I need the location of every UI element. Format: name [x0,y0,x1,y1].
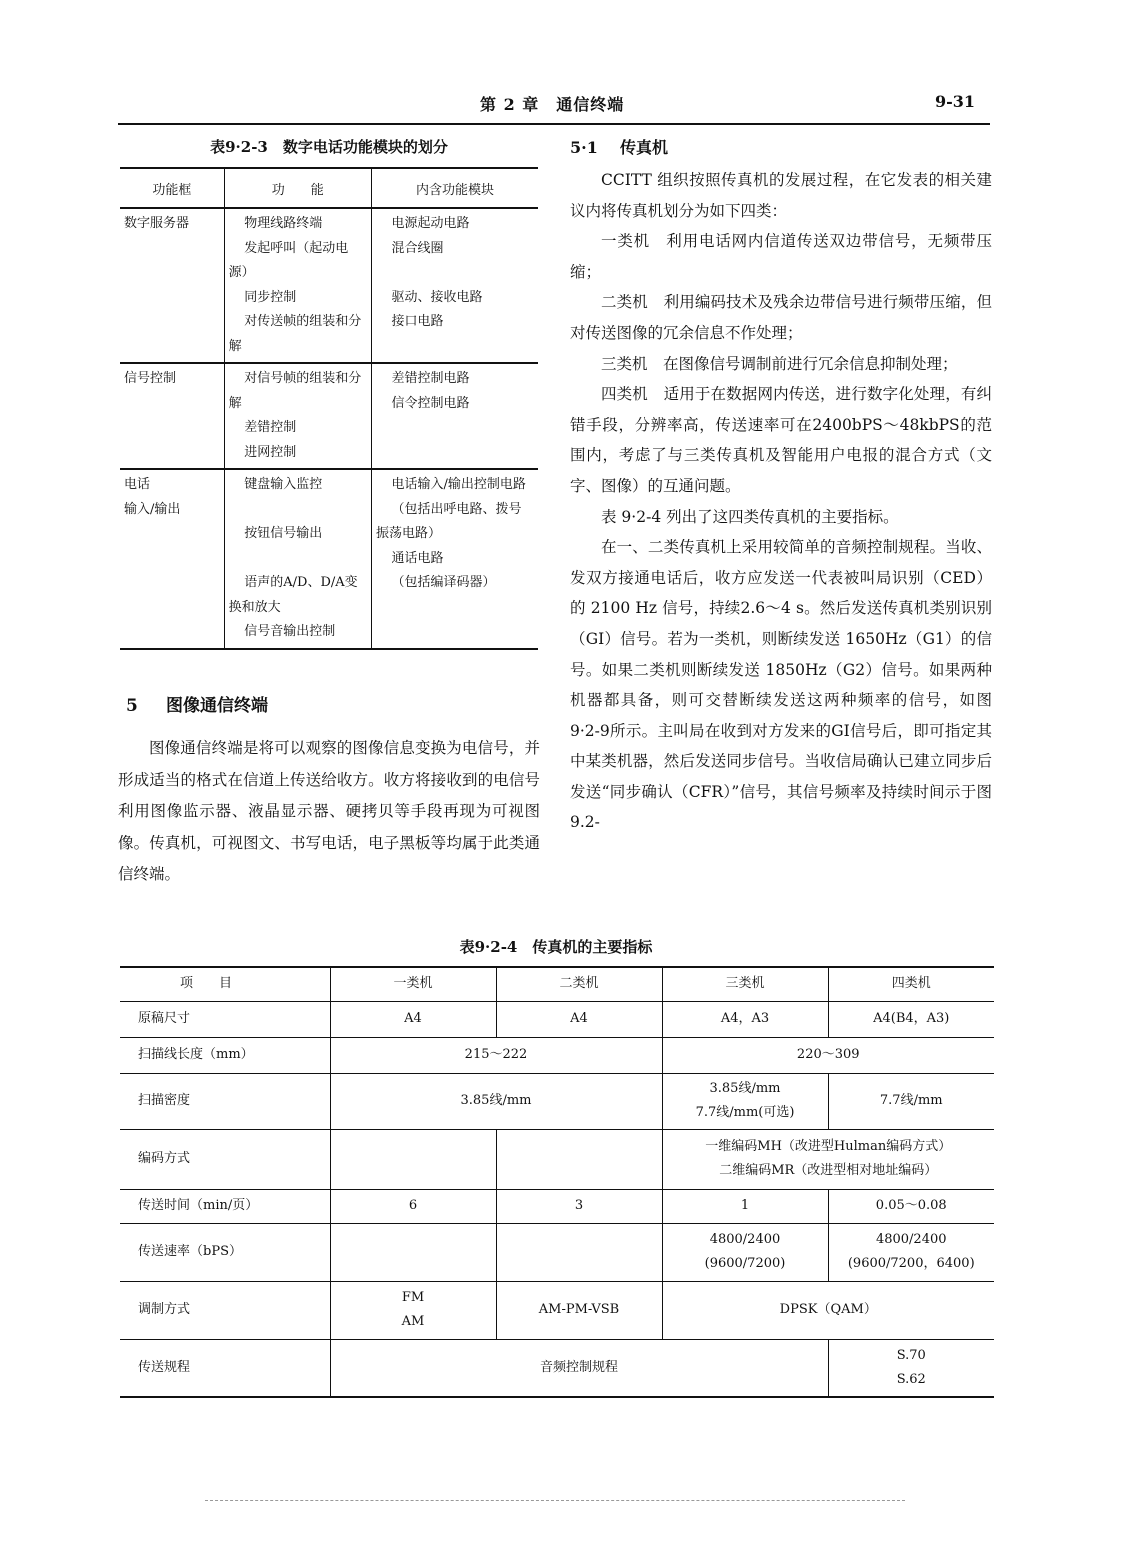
modules-cell [371,469,538,649]
paragraph: 四类机 适用于在数据网内传送，进行数字化处理，有纠错手段，分辨率高，传送速率可在2400bPS～48kbPS的范围内，考虑了与三类传真机及智能用户电报的混合方式（文字、图像）的互通问题。 [570,385,992,495]
section-heading [126,691,268,716]
table-cell: 3 [496,1189,662,1223]
cell-spacer [229,498,367,523]
cell-text: 语声的A/D、D/A变换和放大 [228,575,358,615]
cell-line: 二维编码MR（改进型相对地址编码） [719,1163,938,1178]
cell-text: 输入/输出 [124,501,181,517]
row-label: 扫描密度 [120,1073,330,1129]
digital-phone-function-table [120,167,538,650]
cell-text: 电话输入/输出控制电路 [391,477,526,492]
cell-text: 信号控制 [124,371,177,386]
table-row [120,1129,994,1189]
subsection-number: 5·1 [570,138,598,157]
modules-cell [371,208,538,363]
modules-cell [371,363,538,469]
fax-spec-table [120,966,994,1398]
cell-text: 电话 [124,477,151,492]
footer-divider [205,1500,905,1501]
cell-text: （包括出呼电路、拨号振荡电路） [375,501,522,541]
table-cell: A4 [330,1001,496,1037]
function-cell [224,208,371,363]
table-cell [496,1223,662,1281]
table-header-row [120,168,538,208]
header-rule [118,123,990,125]
paragraph: 在一、二类传真机上采用较简单的音频控制规程。当收、发双方接通电话后，收方应发送一代表被叫局识别（CED）的 2100 Hz 信号，持续2.6～4 s。然后发送传真机类别识别（GI）信号。若为一类机，则断续发送 1650Hz（G1）的信号。如果二类机则断续发送 1850Hz（G2）信号。如果两种机器都具备，则可交替断续发送这两种频率的信号，如图 9·2-9所示。主叫局在收到对方发来的GI信号后，即可指定其中某类机器，然后发送同步信号。当收信局确认已建立同步后发送“同步确认（CFR）”信号，其信号频率及持续时间示于图9.2- [570,538,992,832]
cell-line: 4800/2400 [875,1232,947,1247]
row-label: 原稿尺寸 [120,1001,330,1037]
cell-text: 信号音输出控制 [244,624,336,639]
cell-text: 对信号帧的组装和分解 [228,371,362,411]
table-row [120,1339,994,1397]
cell-text: 物理线路终端 [244,216,323,231]
subsection-heading [570,135,668,158]
function-box-cell [120,363,224,469]
row-label: 传送规程 [120,1339,330,1397]
table-cell [828,1223,994,1281]
cell-text: 对传送帧的组装和分解 [228,314,362,354]
table-cell [330,1129,496,1189]
row-label: 编码方式 [120,1129,330,1189]
function-cell [224,469,371,649]
table-row [120,469,538,649]
table-row [120,1223,994,1281]
cell-line: 4800/2400 [709,1232,781,1247]
table-row [120,363,538,469]
cell-line: 一维编码MH（改进型Hulman编码方式） [705,1139,952,1154]
cell-line: S.62 [896,1371,926,1387]
cell-text: 接口电路 [391,314,444,329]
table-cell [496,1129,662,1189]
cell-text: 按钮信号输出 [244,526,323,541]
table-cell [330,1281,496,1339]
table-row [120,1073,994,1129]
table-cell: 1 [662,1189,828,1223]
cell-text: 混合线圈 [391,240,444,256]
row-label: 传送速率（bPS） [120,1223,330,1281]
cell-spacer [376,261,534,286]
chapter-title: 第 2 章 通信终端 [480,95,625,114]
table-cell: DPSK（QAM） [662,1281,994,1339]
table-cell [828,1339,994,1397]
table-header-row [120,967,994,1001]
table-cell: A4 [496,1001,662,1037]
table-cell [330,1223,496,1281]
cell-text: 同步控制 [244,289,297,305]
cell-line: AM [401,1314,425,1329]
subsection-title: 传真机 [620,138,669,157]
header-function-box: 功能框 [120,168,224,208]
table4-caption: 表9·2-4 传真机的主要指标 [459,938,653,956]
function-cell [224,363,371,469]
section-body [118,733,540,891]
table-row [120,1037,994,1073]
header-group3: 三类机 [662,967,828,1001]
header-modules: 内含功能模块 [371,168,538,208]
paragraph: CCITT 组织按照传真机的发展过程，在它发表的相关建议内将传真机划分为如下四类： [570,171,992,220]
cell-text: 驱动、接收电路 [391,289,483,305]
paragraph: 表 9·2-4 列出了这四类传真机的主要指标。 [601,507,899,526]
paragraph: 三类机 在图像信号调制前进行冗余信息抑制处理； [601,354,958,373]
table-cell: 215～222 [330,1037,662,1073]
table-cell: 7.7线/mm [828,1073,994,1129]
paragraph: 一类机 利用电话网内信道传送双边带信号，无频带压缩； [570,232,992,281]
table-cell: 3.85线/mm [330,1073,662,1129]
table-cell [662,1073,828,1129]
cell-spacer [229,547,367,572]
cell-text: 进网控制 [244,444,297,460]
header-function: 功 能 [224,168,371,208]
function-box-cell [120,469,224,649]
cell-line: 3.85线/mm [709,1081,781,1096]
header-group1: 一类机 [330,967,496,1001]
cell-line: FM [401,1290,425,1305]
row-label: 扫描线长度（mm） [120,1037,330,1073]
table-row [120,1281,994,1339]
cell-text: 电源起动电路 [391,216,470,231]
table-cell: 220～309 [662,1037,994,1073]
cell-text: （包括编译码器） [391,575,496,590]
cell-text: 差错控制 [244,420,297,435]
subsection-body [570,165,992,838]
cell-line: 7.7线/mm(可选) [695,1105,795,1120]
header-item: 项 目 [120,967,330,1001]
table-cell: 6 [330,1189,496,1223]
table-cell [662,1129,994,1189]
cell-line: S.70 [896,1347,926,1363]
table-cell: A4(B4，A3) [828,1001,994,1037]
cell-text: 发起呼叫（起动电源） [228,240,349,280]
section-number: 5 [126,696,138,716]
cell-text: 通话电路 [391,550,444,566]
cell-line: (9600/7200) [704,1256,786,1271]
cell-text: 数字服务器 [124,216,190,231]
row-label: 调制方式 [120,1281,330,1339]
table-cell: 0.05～0.08 [828,1189,994,1223]
paragraph: 二类机 利用编码技术及残余边带信号进行频带压缩，但对传送图像的冗余信息不作处理； [570,293,992,342]
table-row [120,1189,994,1223]
section-title: 图像通信终端 [166,696,268,716]
header-group2: 二类机 [496,967,662,1001]
cell-text: 信令控制电路 [391,395,470,411]
header-group4: 四类机 [828,967,994,1001]
paragraph: 图像通信终端是将可以观察的图像信息变换为电信号，并形成适当的格式在信道上传送给收方。收方将接收到的电信号利用图像监示器、液晶显示器、硬拷贝等手段再现为可视图像。传真机，可视图文、书写电话，电子黑板等均属于此类通信终端。 [118,739,540,883]
function-box-cell [120,208,224,363]
cell-text: 键盘输入监控 [244,477,323,492]
row-label: 传送时间（min/页） [120,1189,330,1223]
table3-caption: 表9·2-3 数字电话功能模块的划分 [210,138,448,156]
table-row [120,208,538,363]
table-cell: 音频控制规程 [330,1339,828,1397]
cell-text: 差错控制电路 [391,371,470,386]
table-cell: AM-PM-VSB [496,1281,662,1339]
table-cell [662,1223,828,1281]
table-row [120,1001,994,1037]
page-number: 9-31 [935,92,976,111]
table-cell: A4，A3 [662,1001,828,1037]
cell-line: (9600/7200，6400) [847,1256,975,1271]
